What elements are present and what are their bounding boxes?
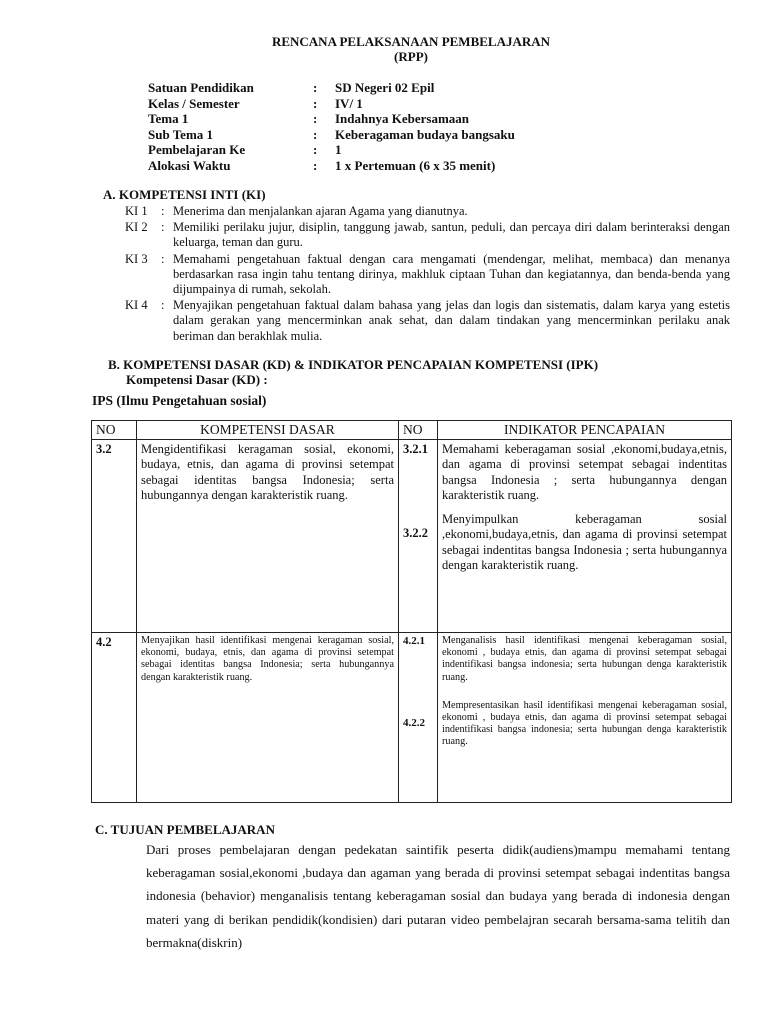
table-row — [92, 440, 732, 633]
ki-item — [125, 252, 730, 298]
meta-key: Pembelajaran Ke — [148, 142, 246, 157]
meta-value: SD Negeri 02 Epil — [335, 80, 435, 95]
indicator-text: Menyimpulkan keberagaman sosial ,ekonomi,budaya,etnis, dan agama di provinsi setempat sebagai indentitas bangsa Indonesia ; serta hubungannya dengan karakteristik ruang. — [442, 512, 727, 573]
indicator-number: 3.2.1 — [403, 442, 428, 456]
document-subtitle: (RPP) — [394, 49, 428, 64]
kd-number: 4.2 — [92, 633, 137, 803]
meta-row — [148, 111, 515, 127]
meta-row — [148, 158, 515, 174]
ki-item — [125, 298, 730, 344]
competency-table — [91, 420, 732, 803]
meta-key: Tema 1 — [148, 111, 189, 126]
meta-row — [148, 142, 515, 158]
ki-sep: : — [161, 220, 165, 235]
ki-sep: : — [161, 298, 165, 313]
table-header: KOMPETENSI DASAR — [137, 421, 399, 440]
meta-row — [148, 127, 515, 143]
meta-key: Satuan Pendidikan — [148, 80, 254, 95]
ki-label: KI 3 — [125, 251, 148, 266]
table-header-row — [92, 421, 732, 440]
ki-label: KI 4 — [125, 298, 148, 313]
ki-text: Menyajikan pengetahuan faktual dalam bahasa yang jelas dan logis dan sistematis, dalam karya yang estetis dalam gerakan yang mencerminkan anak sehat, dan dalam tindakan yang mencerminkan perilaku anak beriman dan berakhlak mulia. — [173, 298, 730, 343]
kd-text: Mengidentifikasi keragaman sosial, ekonomi, budaya, etnis, dan agama di provinsi setempat sebagai identitas bangsa Indonesia; serta hubungannya dengan karakteristik ruang. — [137, 440, 399, 633]
table-header: INDIKATOR PENCAPAIAN — [438, 421, 732, 440]
ki-sep: : — [161, 251, 165, 266]
identity-block — [148, 80, 515, 173]
ki-item — [125, 204, 730, 219]
meta-key: Alokasi Waktu — [148, 157, 231, 173]
meta-key: Sub Tema 1 — [148, 126, 214, 142]
section-c-heading: C. TUJUAN PEMBELAJARAN — [95, 822, 275, 837]
ki-item — [125, 220, 730, 250]
indicator-text-cell — [438, 440, 732, 633]
ki-text: Memiliki perilaku jujur, disiplin, tanggung jawab, santun, peduli, dan percaya diri dalam berinteraksi dengan keluarga, teman dan guru. — [173, 220, 730, 250]
indicator-number: 4.2.2 — [403, 717, 425, 729]
ki-text: Menerima dan menjalankan ajaran Agama yang dianutnya. — [173, 204, 468, 218]
ki-label: KI 2 — [125, 220, 148, 235]
ki-label: KI 1 — [125, 204, 148, 218]
meta-sep: : — [313, 111, 318, 126]
indicator-text-cell — [438, 633, 732, 803]
meta-sep: : — [313, 80, 318, 95]
meta-value: 1 — [335, 142, 342, 157]
indicator-number-cell — [399, 440, 438, 633]
table-header: NO — [399, 421, 438, 440]
table-header: NO — [92, 421, 137, 440]
ki-sep: : — [161, 204, 165, 218]
learning-objective-paragraph: Dari proses pembelajaran dengan pedekatan saintifik peserta didik(audiens)mampu memahami tentang keberagaman sosial,ekonomi ,budaya dan agaman yang berada di provinsi setempat sebagai indentitas bangsa indonesia (behavior) menganalisis tentang keberagaman sosial dan budaya yang berada di indonesia dengan materi yang di berikan pendidik(kondisien) dari putaran video pembelajran secarah bersama-sama telitih dan bermakna(diskrin) — [146, 842, 730, 950]
meta-key: Kelas / Semester — [148, 95, 240, 111]
meta-value: Indahnya Kebersamaan — [335, 111, 469, 126]
meta-row — [148, 96, 515, 112]
section-b-heading: B. KOMPETENSI DASAR (KD) & INDIKATOR PENCAPAIAN KOMPETENSI (IPK) — [108, 357, 599, 372]
kd-text: Menyajikan hasil identifikasi mengenai keragaman sosial, ekonomi, budaya, etnis, dan agama di provinsi setempat sebagai identitas bangsa Indonesia; serta hubungannya dengan karakteristik ruang. — [137, 633, 399, 803]
indicator-text: Memahami keberagaman sosial ,ekonomi,budaya,etnis, dan agama di provinsi setempat sebagai indentitas bangsa Indonesia ; serta hubungannya dengan karakteristik ruang. — [442, 442, 727, 502]
document-title: RENCANA PELAKSANAAN PEMBELAJARAN — [271, 34, 551, 49]
meta-value: IV/ 1 — [335, 95, 363, 111]
indicator-text: Mempresentasikan hasil identifikasi mengenai keberagaman sosial, ekonomi , budaya etnis, dan agama di provinsi setempat sebagai indentifikasi bangsa indonesia; serta hubungan denga karakteristik ruang. — [442, 699, 727, 748]
meta-sep: : — [313, 95, 318, 111]
indicator-number-cell — [399, 633, 438, 803]
meta-value: Keberagaman budaya bangsaku — [335, 126, 515, 142]
meta-row — [148, 80, 515, 96]
section-a-heading: A. KOMPETENSI INTI (KI) — [103, 187, 266, 202]
section-b-subheading: Kompetensi Dasar (KD) : — [126, 372, 268, 387]
indicator-number: 3.2.2 — [403, 526, 428, 540]
meta-sep: : — [313, 142, 318, 157]
ki-text: Memahami pengetahuan faktual dengan cara mengamati (mendengar, melihat, membaca) dan menanya berdasarkan rasa ingin tahu tentang dirinya, makhluk ciptaan Tuhan dan kegiatannya, dan benda-benda yang dijumpainya di rumah, sekolah. — [173, 251, 730, 297]
subject-title: IPS (Ilmu Pengetahuan sosial) — [92, 393, 267, 408]
meta-sep: : — [313, 157, 318, 173]
table-row — [92, 633, 732, 803]
indicator-number: 4.2.1 — [403, 635, 425, 647]
meta-value: 1 x Pertemuan (6 x 35 menit) — [335, 157, 496, 173]
kd-number: 3.2 — [92, 440, 137, 633]
ki-list — [125, 204, 730, 345]
indicator-text: Menganalisis hasil identifikasi mengenai keberagaman sosial, ekonomi , budaya etnis, dan agama di provinsi setempat sebagai indentifikasi bangsa indonesia; serta hubungan denga karakteristik ruang. — [442, 635, 727, 683]
meta-sep: : — [313, 126, 318, 142]
